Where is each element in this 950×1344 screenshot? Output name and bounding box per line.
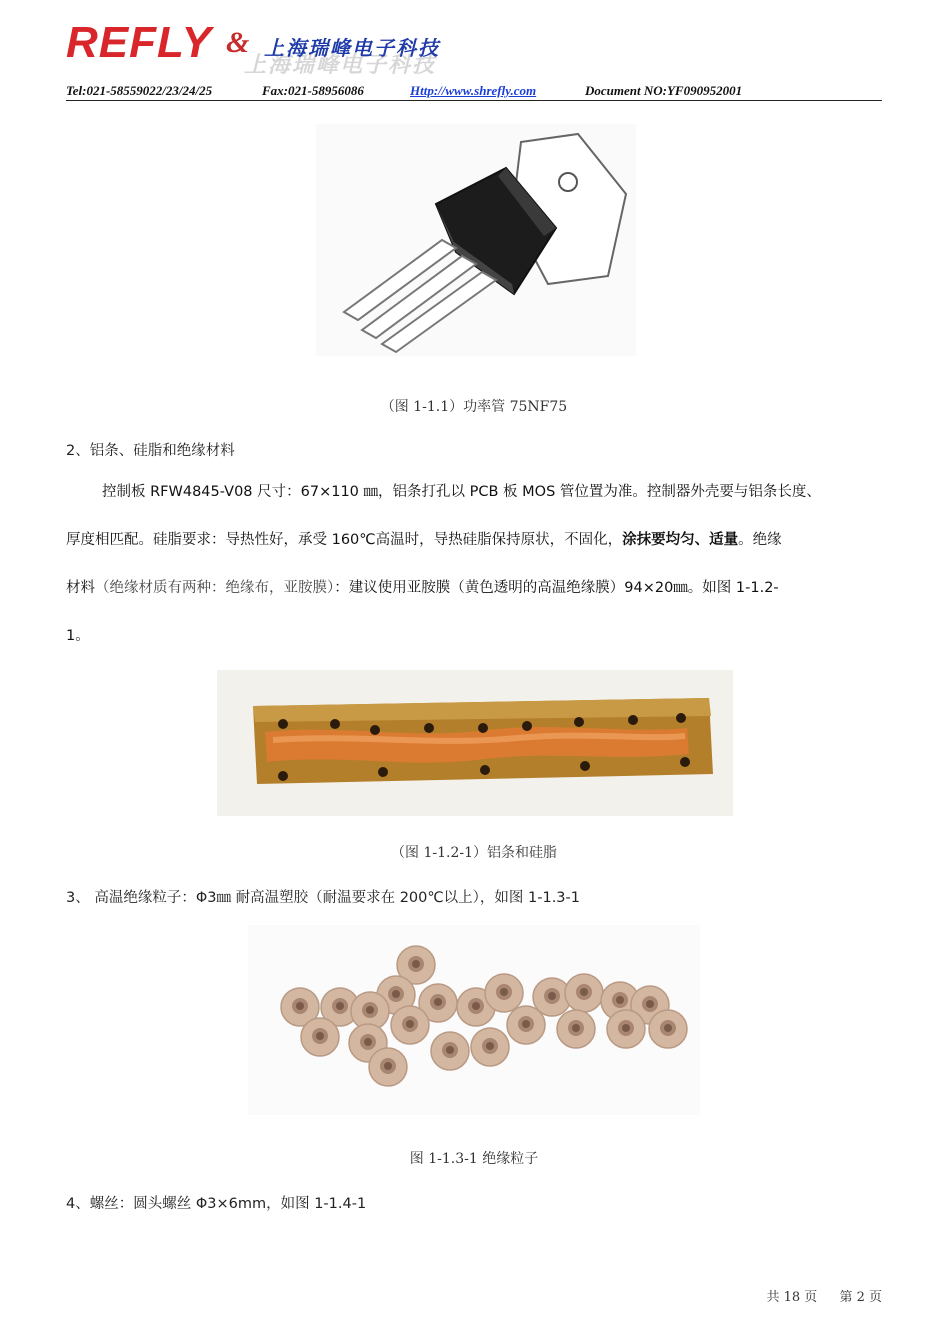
logo-company-shadow: 上海瑞峰电子科技 bbox=[244, 53, 437, 78]
header-website-link[interactable]: Http://www.shrefly.com bbox=[410, 83, 537, 98]
section-2-body bbox=[66, 468, 882, 660]
power-transistor-image bbox=[316, 124, 636, 356]
body-text-2c: 。绝缘 bbox=[738, 532, 782, 548]
header-fax: Fax:021-58956086 bbox=[262, 83, 364, 98]
section-2-heading: 2、铝条、硅脂和绝缘材料 bbox=[66, 443, 235, 459]
figure-3-caption: 图 1-1.3-1 绝缘粒子 bbox=[409, 1151, 539, 1167]
body-text-3c: ：建议使用亚胺膜（黄色透明的高温绝缘膜）94×20㎜。如图 1-1.2- bbox=[334, 580, 779, 596]
body-text-2b-bold: 涂抹要均匀、适量 bbox=[622, 532, 739, 548]
page-footer bbox=[749, 1286, 883, 1305]
total-pages: 共 18 页 bbox=[766, 1290, 818, 1305]
body-line-3 bbox=[66, 564, 882, 612]
logo-company-name: 上海瑞峰电子科技 bbox=[264, 36, 440, 60]
body-line-1 bbox=[66, 468, 882, 516]
section-3-text: 3、 高温绝缘粒子：Φ3㎜ 耐高温塑胶（耐温要求在 200℃以上），如图 1-1.3-1 bbox=[66, 890, 580, 906]
body-text-1: 控制板 RFW4845-V08 尺寸：67×110 ㎜，铝条打孔以 PCB 板 MOS 管位置为准。控制器外壳要与铝条长度、 bbox=[102, 484, 821, 500]
header-rule bbox=[66, 100, 882, 101]
body-text-3b: （绝缘材质有两种：绝缘布，亚胺膜） bbox=[95, 580, 335, 596]
body-text-3a: 材料 bbox=[66, 580, 95, 596]
figure-2-caption: （图 1-1.2-1）铝条和硅脂 bbox=[391, 845, 557, 861]
logo-text: REFLY bbox=[66, 18, 212, 67]
insulation-grains-image bbox=[248, 925, 700, 1115]
section-4-text: 4、螺丝：圆头螺丝 Φ3×6mm，如图 1-1.4-1 bbox=[66, 1196, 367, 1212]
body-text-4: 1。 bbox=[66, 628, 90, 644]
current-page: 第 2 页 bbox=[839, 1290, 882, 1305]
figure-1-caption: （图 1-1.1）功率管 75NF75 bbox=[380, 399, 568, 415]
logo-ampersand: & bbox=[226, 26, 250, 59]
body-text-2a: 厚度相匹配。硅脂要求：导热性好，承受 160℃高温时，导热硅脂保持原状，不固化， bbox=[66, 532, 623, 548]
aluminum-strip-image bbox=[217, 670, 733, 816]
body-line-4 bbox=[66, 612, 882, 660]
company-logo bbox=[66, 18, 526, 78]
header-tel: Tel:021-58559022/23/24/25 bbox=[66, 83, 213, 98]
body-line-2 bbox=[66, 516, 882, 564]
header-doc-number: Document NO:YF090952001 bbox=[585, 83, 743, 98]
